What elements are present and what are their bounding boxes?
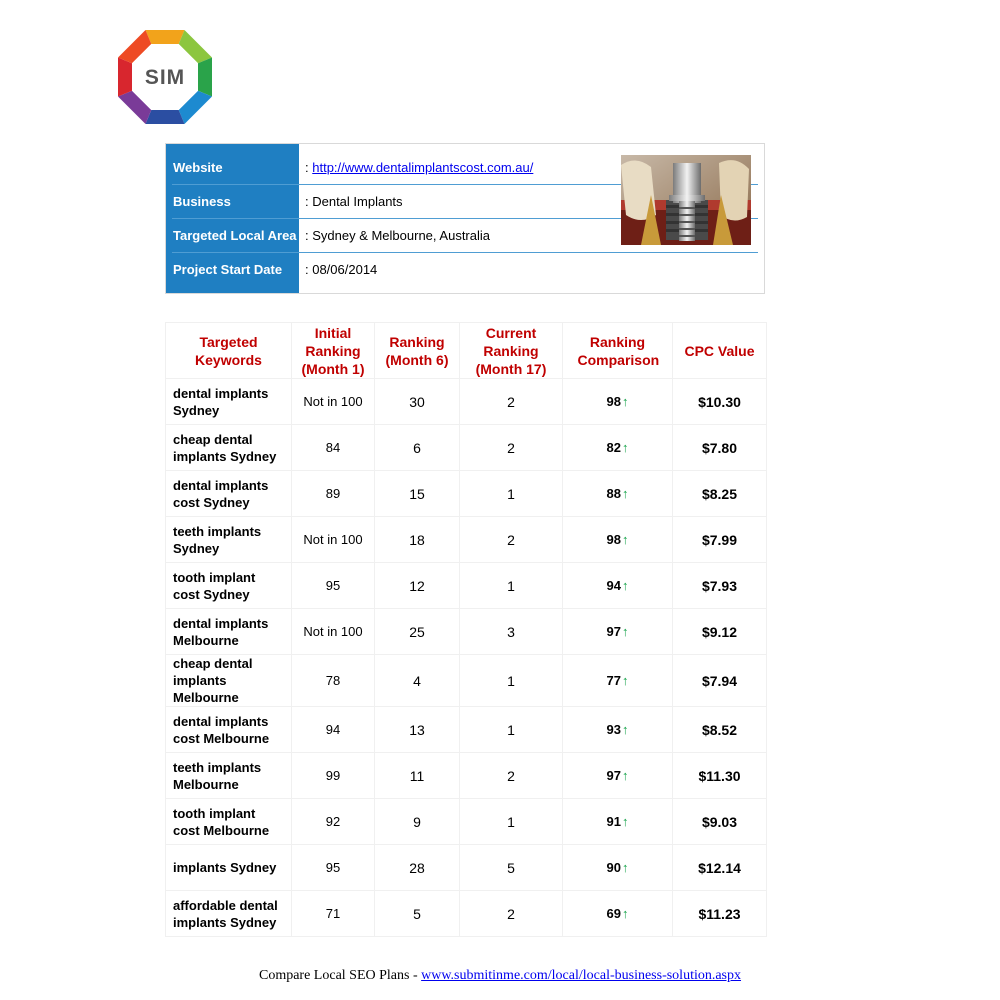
table-row — [166, 425, 767, 471]
ranking-comparison-cell — [563, 707, 673, 753]
current-ranking-cell — [460, 799, 563, 845]
ranking-comparison-cell — [563, 563, 673, 609]
ranking-comparison-text: 88 — [606, 486, 621, 501]
current-ranking-text: 1 — [507, 721, 515, 738]
up-arrow-icon: ↑ — [621, 722, 629, 737]
cpc-value-cell — [673, 609, 767, 655]
info-value-prefix: : — [305, 160, 313, 175]
month6-ranking-text: 15 — [409, 485, 425, 502]
table-row — [166, 517, 767, 563]
current-ranking-cell — [460, 845, 563, 891]
month6-ranking-cell — [375, 425, 460, 471]
cpc-value-text: $12.14 — [698, 859, 741, 876]
header-current-ranking: Current Ranking (Month 17) — [460, 323, 563, 379]
cpc-value-cell — [673, 425, 767, 471]
current-ranking-text: 2 — [507, 905, 515, 922]
table-row — [166, 845, 767, 891]
keyword-text: tooth implant cost Sydney — [173, 569, 256, 602]
info-label: Business — [173, 194, 231, 209]
table-row — [166, 563, 767, 609]
keyword-cell — [166, 563, 292, 609]
initial-ranking-cell — [292, 471, 375, 517]
ranking-comparison-text: 91 — [606, 814, 621, 829]
ranking-comparison-text: 98 — [606, 394, 621, 409]
cpc-value-text: $7.80 — [701, 439, 738, 456]
initial-ranking-cell — [292, 517, 375, 563]
current-ranking-text: 2 — [507, 393, 515, 410]
info-value — [305, 151, 533, 185]
cpc-value-text: $8.25 — [701, 485, 738, 502]
initial-ranking-text: 84 — [325, 440, 341, 455]
up-arrow-icon: ↑ — [621, 394, 629, 409]
header-cpc-value: CPC Value — [673, 323, 767, 379]
footer-text: Compare Local SEO Plans - — [258, 968, 422, 983]
initial-ranking-cell — [292, 753, 375, 799]
current-ranking-text: 2 — [507, 531, 515, 548]
ranking-comparison-cell — [563, 517, 673, 563]
project-info-box — [165, 143, 765, 294]
initial-ranking-text: Not in 100 — [303, 532, 363, 547]
month6-ranking-cell — [375, 655, 460, 707]
table-row — [166, 753, 767, 799]
month6-ranking-cell — [375, 707, 460, 753]
current-ranking-text: 2 — [507, 767, 515, 784]
up-arrow-icon: ↑ — [621, 624, 629, 639]
month6-ranking-text: 9 — [413, 813, 421, 830]
current-ranking-cell — [460, 425, 563, 471]
initial-ranking-text: Not in 100 — [303, 394, 363, 409]
header-ranking-month-6: Ranking (Month 6) — [375, 323, 460, 379]
current-ranking-text: 5 — [507, 859, 515, 876]
month6-ranking-cell — [375, 563, 460, 609]
current-ranking-cell — [460, 609, 563, 655]
cpc-value-cell — [673, 799, 767, 845]
up-arrow-icon: ↑ — [621, 906, 629, 921]
cpc-value-cell — [673, 471, 767, 517]
table-row — [166, 609, 767, 655]
ranking-comparison-cell — [563, 471, 673, 517]
keyword-text: dental implants Sydney — [173, 385, 269, 418]
header-initial-ranking: Initial Ranking (Month 1) — [292, 323, 375, 379]
ranking-comparison-cell — [563, 799, 673, 845]
info-value: : Dental Implants — [305, 194, 403, 209]
table-row — [166, 891, 767, 937]
dental-implant-photo — [621, 155, 751, 245]
cpc-value-cell — [673, 891, 767, 937]
ranking-comparison-cell — [563, 425, 673, 471]
initial-ranking-text: 89 — [325, 486, 341, 501]
month6-ranking-text: 11 — [409, 767, 425, 784]
keyword-ranking-table — [165, 322, 767, 937]
website-link[interactable]: http://www.dentalimplantscost.com.au/ — [312, 160, 534, 175]
keyword-cell — [166, 707, 292, 753]
ranking-comparison-cell — [563, 379, 673, 425]
keyword-cell — [166, 799, 292, 845]
keyword-cell — [166, 845, 292, 891]
keyword-cell — [166, 609, 292, 655]
month6-ranking-text: 13 — [409, 721, 425, 738]
ranking-comparison-text: 93 — [606, 722, 621, 737]
current-ranking-text: 1 — [507, 485, 515, 502]
up-arrow-icon: ↑ — [621, 768, 629, 783]
initial-ranking-cell — [292, 609, 375, 655]
keyword-text: cheap dental implants Melbourne — [173, 656, 253, 705]
current-ranking-cell — [460, 471, 563, 517]
keyword-text: dental implants cost Melbourne — [173, 713, 270, 746]
month6-ranking-cell — [375, 471, 460, 517]
keyword-cell — [166, 655, 292, 707]
cpc-value-text: $7.94 — [701, 672, 738, 689]
month6-ranking-cell — [375, 753, 460, 799]
cpc-value-text: $7.99 — [701, 531, 738, 548]
cpc-value-text: $9.12 — [701, 623, 738, 640]
cpc-value-cell — [673, 845, 767, 891]
cpc-value-cell — [673, 655, 767, 707]
ranking-comparison-cell — [563, 609, 673, 655]
ranking-comparison-text: 69 — [606, 906, 621, 921]
keyword-text: dental implants cost Sydney — [173, 477, 269, 510]
up-arrow-icon: ↑ — [621, 860, 629, 875]
table-row — [166, 707, 767, 753]
current-ranking-text: 1 — [507, 813, 515, 830]
month6-ranking-text: 6 — [413, 439, 421, 456]
current-ranking-text: 1 — [507, 577, 515, 594]
initial-ranking-cell — [292, 707, 375, 753]
current-ranking-cell — [460, 655, 563, 707]
initial-ranking-cell — [292, 799, 375, 845]
initial-ranking-text: 99 — [325, 768, 341, 783]
keyword-cell — [166, 753, 292, 799]
month6-ranking-text: 5 — [413, 905, 421, 922]
month6-ranking-text: 30 — [409, 393, 425, 410]
info-value: : Sydney & Melbourne, Australia — [305, 228, 490, 243]
keyword-text: dental implants Melbourne — [173, 615, 269, 648]
month6-ranking-cell — [375, 891, 460, 937]
cpc-value-cell — [673, 517, 767, 563]
up-arrow-icon: ↑ — [621, 486, 629, 501]
up-arrow-icon: ↑ — [621, 673, 629, 688]
footer — [0, 968, 1000, 984]
month6-ranking-cell — [375, 799, 460, 845]
keyword-text: affordable dental implants Sydney — [173, 897, 278, 930]
cpc-value-cell — [673, 563, 767, 609]
cpc-value-text: $11.23 — [698, 905, 741, 922]
keyword-text: teeth implants Sydney — [173, 523, 262, 556]
ranking-comparison-cell — [563, 845, 673, 891]
logo-text: SIM — [144, 66, 186, 89]
table-row — [166, 379, 767, 425]
initial-ranking-text: 78 — [325, 673, 341, 688]
keyword-text: teeth implants Melbourne — [173, 759, 262, 792]
up-arrow-icon: ↑ — [621, 440, 629, 455]
table-row — [166, 655, 767, 707]
table-row — [166, 471, 767, 517]
cpc-value-text: $10.30 — [698, 393, 741, 410]
ranking-comparison-text: 98 — [606, 532, 621, 547]
initial-ranking-cell — [292, 845, 375, 891]
keyword-cell — [166, 471, 292, 517]
month6-ranking-text: 12 — [409, 577, 425, 594]
table-header-row — [166, 323, 767, 379]
current-ranking-text: 2 — [507, 439, 515, 456]
table-row — [166, 799, 767, 845]
cpc-value-cell — [673, 753, 767, 799]
footer-link[interactable]: www.submitinme.com/local/local-business-solution.aspx — [421, 968, 742, 983]
info-value: : 08/06/2014 — [305, 262, 378, 277]
info-row-start-date — [166, 253, 764, 287]
ranking-comparison-text: 94 — [606, 578, 621, 593]
ranking-comparison-cell — [563, 753, 673, 799]
keyword-cell — [166, 379, 292, 425]
cpc-value-text: $9.03 — [701, 813, 738, 830]
cpc-value-text: $7.93 — [701, 577, 738, 594]
current-ranking-cell — [460, 707, 563, 753]
current-ranking-text: 3 — [507, 623, 515, 640]
month6-ranking-text: 25 — [409, 623, 425, 640]
keyword-cell — [166, 891, 292, 937]
initial-ranking-cell — [292, 379, 375, 425]
current-ranking-text: 1 — [507, 672, 515, 689]
ranking-comparison-cell — [563, 891, 673, 937]
current-ranking-cell — [460, 563, 563, 609]
up-arrow-icon: ↑ — [621, 532, 629, 547]
header-targeted-keywords: Targeted Keywords — [166, 323, 292, 379]
up-arrow-icon: ↑ — [621, 578, 629, 593]
ranking-comparison-cell — [563, 655, 673, 707]
month6-ranking-cell — [375, 379, 460, 425]
info-label: Website — [173, 160, 223, 175]
month6-ranking-cell — [375, 609, 460, 655]
cpc-value-text: $8.52 — [701, 721, 738, 738]
keyword-cell — [166, 517, 292, 563]
initial-ranking-text: 95 — [325, 860, 341, 875]
month6-ranking-text: 4 — [413, 672, 421, 689]
cpc-value-text: $11.30 — [698, 767, 741, 784]
initial-ranking-cell — [292, 655, 375, 707]
month6-ranking-text: 28 — [409, 859, 425, 876]
keyword-cell — [166, 425, 292, 471]
initial-ranking-text: 94 — [325, 722, 341, 737]
month6-ranking-cell — [375, 845, 460, 891]
keyword-text: implants Sydney — [173, 860, 277, 875]
month6-ranking-cell — [375, 517, 460, 563]
initial-ranking-cell — [292, 891, 375, 937]
ranking-comparison-text: 97 — [606, 624, 621, 639]
current-ranking-cell — [460, 517, 563, 563]
initial-ranking-text: Not in 100 — [303, 624, 363, 639]
header-ranking-comparison: Ranking Comparison — [563, 323, 673, 379]
current-ranking-cell — [460, 891, 563, 937]
ranking-comparison-text: 97 — [606, 768, 621, 783]
keyword-text: tooth implant cost Melbourne — [173, 805, 270, 838]
cpc-value-cell — [673, 707, 767, 753]
initial-ranking-cell — [292, 563, 375, 609]
cpc-value-cell — [673, 379, 767, 425]
sim-logo — [118, 30, 212, 124]
keyword-text: cheap dental implants Sydney — [173, 431, 277, 464]
info-label: Targeted Local Area — [173, 228, 297, 243]
initial-ranking-text: 71 — [325, 906, 341, 921]
ranking-comparison-text: 77 — [606, 673, 621, 688]
month6-ranking-text: 18 — [409, 531, 425, 548]
ranking-comparison-text: 90 — [606, 860, 621, 875]
initial-ranking-text: 95 — [325, 578, 341, 593]
current-ranking-cell — [460, 379, 563, 425]
info-label: Project Start Date — [173, 262, 283, 277]
initial-ranking-text: 92 — [325, 814, 341, 829]
current-ranking-cell — [460, 753, 563, 799]
initial-ranking-cell — [292, 425, 375, 471]
up-arrow-icon: ↑ — [621, 814, 629, 829]
ranking-comparison-text: 82 — [606, 440, 621, 455]
